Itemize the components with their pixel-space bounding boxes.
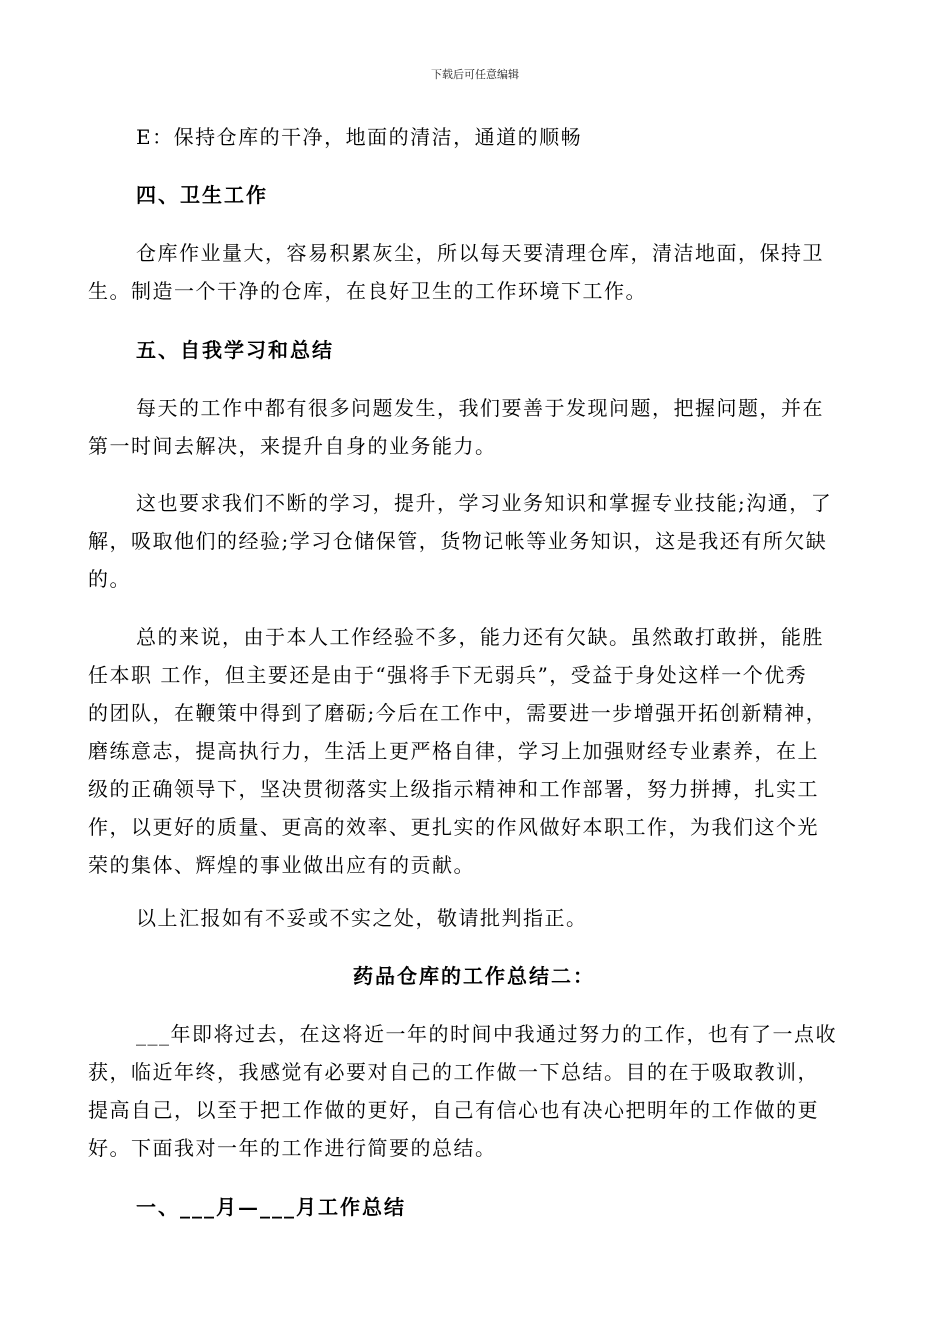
section-heading-hygiene: 四、卫生工作 — [136, 183, 268, 207]
text-line: 以上汇报如有不妥或不实之处，敬请批判指正。 — [136, 906, 588, 930]
paragraph-year-intro — [88, 1015, 860, 1167]
text-line: 生。制造一个干净的仓库，在良好卫生的工作环境下工作。 — [88, 279, 647, 303]
section-heading-months: 一、___月—___月工作总结 — [136, 1195, 406, 1219]
text-line: 仓库作业量大，容易积累灰尘，所以每天要清理仓库，清洁地面，保持卫 — [136, 241, 824, 265]
page-header: 下载后可任意编辑 — [431, 68, 519, 81]
paragraph-hygiene — [88, 234, 860, 310]
text-line: 提高自己，以至于把工作做的更好，自己有信心也有决心把明年的工作做的更 — [88, 1098, 819, 1122]
paragraph-summary — [88, 618, 860, 884]
paragraph-problems — [88, 389, 860, 465]
text-line: ___年即将过去，在这将近一年的时间中我通过努力的工作，也有了一点收 — [136, 1022, 837, 1046]
section-title-summary-two: 药品仓库的工作总结二： — [353, 964, 595, 988]
text-line: 这也要求我们不断的学习，提升，学习业务知识和掌握专业技能;沟通，了 — [136, 491, 833, 515]
text-line: 第一时间去解决，来提升自身的业务能力。 — [88, 434, 497, 458]
text-line: 任本职 工作，但主要还是由于“强将手下无弱兵”，受益于身处这样一个优秀 — [88, 663, 808, 687]
text-line: E：保持仓库的干净，地面的清洁，通道的顺畅 — [136, 125, 583, 149]
text-line: 荣的集体、辉煌的事业做出应有的贡献。 — [88, 853, 475, 877]
text-line: 的。 — [88, 567, 131, 591]
text-line: 级的正确领导下，坚决贯彻落实上级指示精神和工作部署，努力拼搏，扎实工 — [88, 777, 819, 801]
text-line: 的团队，在鞭策中得到了磨砺;今后在工作中，需要进一步增强开拓创新精神， — [88, 701, 828, 725]
section-heading-self-study: 五、自我学习和总结 — [136, 338, 334, 362]
paragraph-warehouse-clean — [88, 118, 860, 156]
text-line: 总的来说，由于本人工作经验不多，能力还有欠缺。虽然敢打敢拼，能胜 — [136, 625, 824, 649]
paragraph-learning — [88, 484, 860, 598]
text-line: 获，临近年终，我感觉有必要对自己的工作做一下总结。目的在于吸取教训， — [88, 1060, 819, 1084]
text-line: 好。下面我对一年的工作进行简要的总结。 — [88, 1136, 497, 1160]
text-line: 每天的工作中都有很多问题发生，我们要善于发现问题，把握问题，并在 — [136, 396, 824, 420]
text-line: 磨练意志，提高执行力，生活上更严格自律，学习上加强财经专业素养，在上 — [88, 739, 819, 763]
text-line: 作，以更好的质量、更高的效率、更扎实的作风做好本职工作，为我们这个光 — [88, 815, 819, 839]
text-line: 解，吸取他们的经验;学习仓储保管，货物记帐等业务知识，这是我还有所欠缺 — [88, 529, 828, 553]
paragraph-closing — [88, 899, 860, 937]
